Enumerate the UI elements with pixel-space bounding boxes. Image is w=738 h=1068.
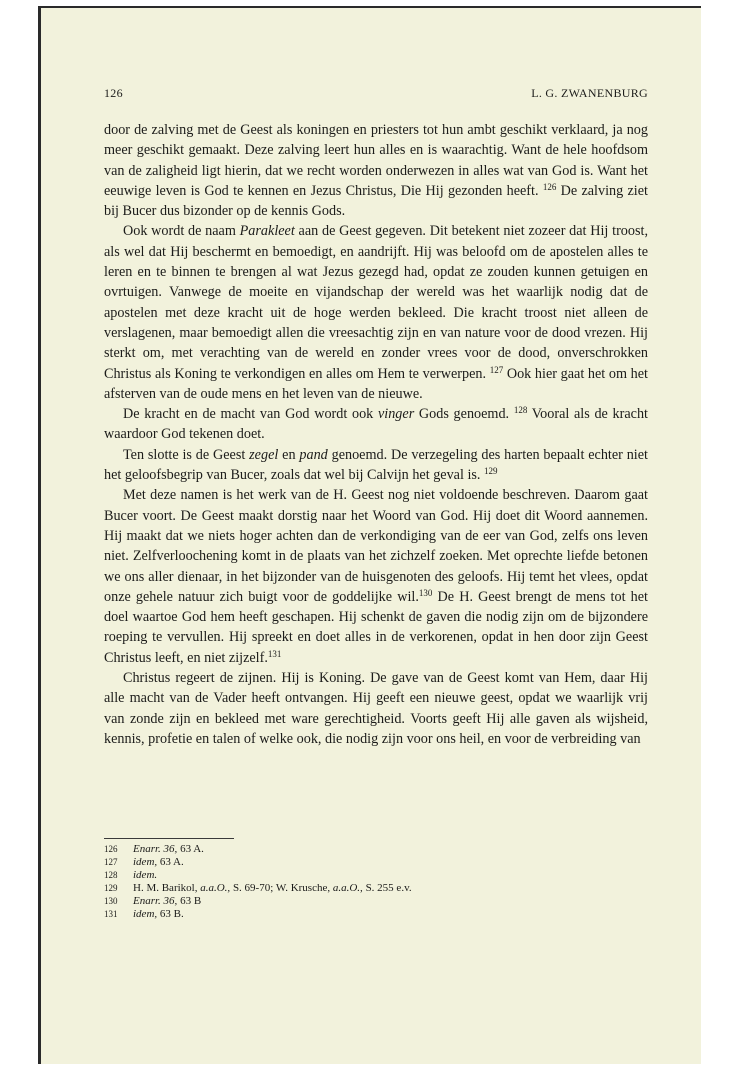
- text-run: Ook wordt de naam: [123, 223, 240, 240]
- text-run: 63 B.: [157, 908, 184, 920]
- text-run: Ten slotte is de Geest: [123, 446, 250, 463]
- text-run: H. M. Barikol,: [133, 882, 201, 894]
- emphasis-text: idem.: [133, 869, 158, 881]
- emphasis-text: idem,: [133, 908, 158, 920]
- paragraph-3: [104, 404, 648, 445]
- paragraph-5: [104, 485, 648, 668]
- footnote-number: 126: [104, 844, 118, 854]
- footnote-reference: 130: [418, 587, 433, 598]
- emphasis-text: Enarr. 36,: [133, 843, 178, 855]
- text-run: Ook hier gaat het om het afsterven van de oude mens en het leven van de nieuwe.: [104, 365, 649, 402]
- emphasis-text: a.a.O.,: [200, 882, 231, 894]
- footnotes: [104, 843, 648, 921]
- emphasis-text: pand: [299, 446, 328, 463]
- footnote-reference: 126: [542, 181, 557, 192]
- text-run: De H. Geest brengt de mens tot het doel waartoe God hem heeft geschapen. Hij schenkt de gaven die nodig zijn om de bijzondere roeping te vervullen. Hij spreekt en doet alles in de verkorenen, opdat in hen door zijn Geest Christus leeft, en niet zijzelf.: [104, 588, 648, 666]
- footnote-128: [104, 869, 648, 882]
- emphasis-text: Parakleet: [239, 223, 295, 240]
- paragraph-4: [104, 445, 648, 486]
- text-run: S. 69-70; W. Krusche,: [230, 882, 333, 894]
- footnote-reference: 129: [484, 466, 498, 477]
- footnote-divider: [104, 838, 234, 839]
- footnote-131: [104, 908, 648, 921]
- body-text: [104, 120, 648, 749]
- emphasis-text: Enarr. 36,: [133, 895, 178, 907]
- footnote-text: [133, 869, 157, 882]
- text-run: De kracht en de macht van God wordt ook: [123, 406, 378, 423]
- text-run: Vooral als de kracht waardoor God tekenen doet.: [104, 406, 648, 443]
- footnote-text: [133, 843, 204, 856]
- footnote-127: [104, 856, 648, 869]
- text-run: Christus regeert de zijnen. Hij is Koning. De gave van de Geest komt van Hem, daar Hij alle macht van de Vader heeft ontvangen. Hij geeft een nieuwe geest, opdat we waarlijk vrij van zonde zijn en bekleed met ware gerechtigheid. Voorts geeft Hij alle gaven als wijsheid, kennis, profetie en talen of welke ook, die nodig zijn voor ons heil, en voor de verbreiding van: [104, 670, 648, 747]
- footnote-reference: 131: [267, 648, 282, 659]
- text-run: door de zalving met de Geest als koningen en priesters tot hun ambt geschikt verklaard, ja nog meer geschikt gemaakt. Deze zalving leert hun alles en is waarachtig. Want de hele hoofdsom van de zaligheid ligt hierin, dat we recht worden onderwezen in alles wat van God is. Want het eeuwige leven is God te kennen en Jezus Christus, Die Hij gezonden heeft.: [104, 122, 648, 199]
- footnote-126: [104, 843, 648, 856]
- footnote-number: 131: [104, 909, 118, 919]
- emphasis-text: zegel: [249, 446, 279, 463]
- footnote-reference: 127: [489, 364, 504, 375]
- text-run: Gods genoemd.: [414, 406, 514, 423]
- text-run: 63 A.: [177, 843, 204, 855]
- footnote-text: [133, 856, 184, 869]
- text-run: genoemd. De verzegeling des harten bepaalt echter niet het geloofsbegrip van Bucer, zoals dat wel bij Calvijn het geval is.: [104, 446, 648, 484]
- text-run: 63 B: [177, 895, 202, 907]
- footnote-number: 130: [104, 896, 118, 906]
- text-run: S. 255 e.v.: [362, 882, 412, 894]
- footnote-130: [104, 895, 648, 908]
- paragraph-1: [104, 120, 648, 221]
- paragraph-2: [104, 221, 648, 404]
- footnote-number: 127: [104, 857, 118, 867]
- text-run: De zalving ziet bij Bucer dus bizonder op de kennis Gods.: [104, 182, 648, 220]
- text-run: 63 A.: [157, 856, 184, 868]
- page-number: 126: [104, 86, 123, 100]
- footnote-text: [133, 908, 184, 921]
- footnote-number: 129: [104, 883, 118, 893]
- running-head-author: L. G. ZWANENBURG: [531, 86, 648, 100]
- emphasis-text: idem,: [133, 856, 158, 868]
- emphasis-text: a.a.O.,: [332, 882, 363, 894]
- emphasis-text: vinger: [377, 406, 415, 423]
- text-run: aan de Geest gegeven. Dit betekent niet zozeer dat Hij troost, als wel dat Hij beschermt en bemoedigt, en aandrijft. Hij was beloofd om de apostelen alles te leren en te binnen te brengen al wat Jezus gezegd had, opdat ze zouden kunnen getuigen en ovrtuigen. Vanwege de moeite en vijandschap der wereld was het waarlijk nodig dat de apostelen met deze kracht uit de hoge werden bekleed. Die kracht troost niet alleen de verslagenen, maar bemoedigt allen die vreesachtig zijn en van nature voor de dood vrezen. Hij sterkt om, met verachting van de wereld en zonder vrees voor de dood, onverschrokken Christus als Koning te verkondigen en alles om Hem te verwerpen.: [104, 223, 648, 382]
- footnote-reference: 128: [513, 405, 528, 416]
- paragraph-6: [104, 668, 648, 749]
- footnote-text: [133, 882, 412, 895]
- text-run: en: [278, 446, 300, 463]
- text-run: Met deze namen is het werk van de H. Geest nog niet voldoende beschreven. Daarom gaat Bucer voort. De Geest maakt dorstig naar het Woord van God. Hij doet dit Woord aannemen. Hij maakt dat we niets hoger achten dan de verkondiging van de eer van God, zelfs ons leven niet. Zelfverloochening komt in de plaats van het zichzelf zoeken. Met oprechte liefde betonen we ons aller dienaar, in het bijzonder van de huisgenoten des geloofs. Hij temt het vlees, opdat onze gehele natuur zich buigt voor de goddelijke wil.: [104, 487, 648, 605]
- footnote-number: 128: [104, 870, 118, 880]
- footnote-129: [104, 882, 648, 895]
- footnote-text: [133, 895, 201, 908]
